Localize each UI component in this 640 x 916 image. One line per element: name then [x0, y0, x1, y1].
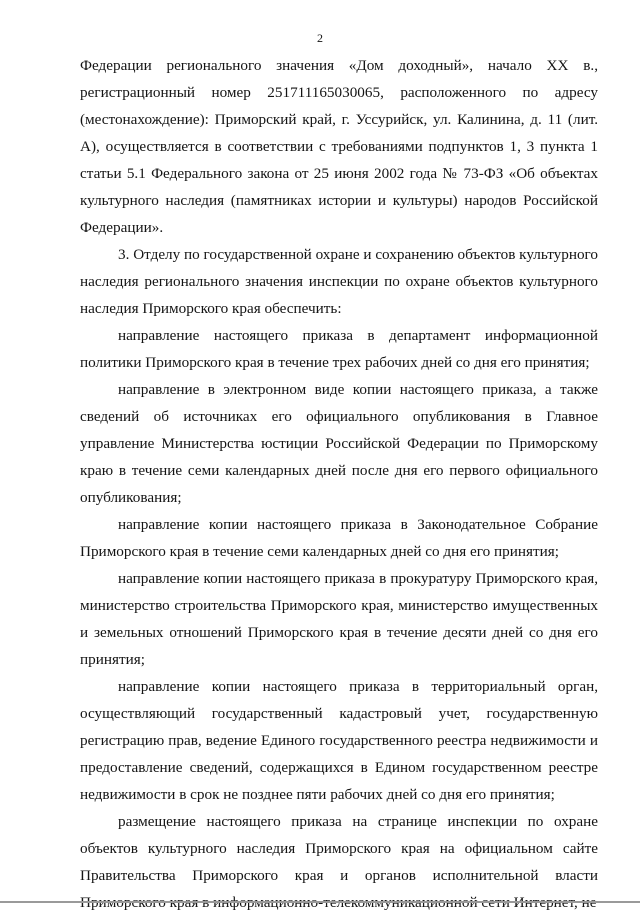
paragraph-7: направление копии настоящего приказа в территориальный орган, осуществляющий государственный кадастровый учет, государственную регистрацию прав, ведение Единого государственного реестра недвижимости и предоставление сведений, содержащихся в Едином государственном реестре недвижимости в срок не позднее пяти рабочих дней со дня его принятия; — [80, 678, 598, 803]
paragraph-5: направление копии настоящего приказа в Законодательное Собрание Приморского края в течение семи календарных дней со дня его принятия; — [80, 516, 598, 560]
page-bottom-edge — [0, 901, 640, 903]
page-number: 2 — [317, 31, 323, 45]
paragraph-4: направление в электронном виде копии настоящего приказа, а также сведений об источниках его официального опубликования в Главное управление Министерства юстиции Российской Федерации по Приморскому краю в течение семи календарных дней после дня его первого официального опубликования; — [80, 381, 598, 506]
paragraph-8: размещение настоящего приказа на странице инспекции по охране объектов культурного наследия Приморского края на официальном сайте Правительства Приморского края и органов исполнительной власти — [80, 813, 598, 884]
paragraph-1: Федерации регионального значения «Дом доходный», начало XX в., регистрационный номер 251711165030065, расположенного по адресу (местонахождение): Приморский край, г. Уссурийск, ул. Калинина, д. 11 (лит. А), осуществляется в соответствии с требованиями подпунктов 1, 3 пункта 1 статьи 5.1 Федерального закона от 25 июня 2002 года № 73-ФЗ «Об объектах культурного наследия (памятниках истории и культуры) народов Российской Федерации». — [80, 57, 598, 236]
paragraph-2: 3. Отделу по государственной охране и сохранению объектов культурного наследия регионального значения инспекции по охране объектов культурного наследия Приморского края обеспечить: — [80, 246, 598, 317]
document-body — [80, 52, 598, 916]
paragraph-3: направление настоящего приказа в департамент информационной политики Приморского края в течение трех рабочих дней со дня его принятия; — [80, 327, 598, 371]
paragraph-6: направление копии настоящего приказа в прокуратуру Приморского края, министерство строительства Приморского края, министерство имущественных и земельных отношений Приморского края в течение десяти дней со дня его принятия; — [80, 570, 598, 668]
